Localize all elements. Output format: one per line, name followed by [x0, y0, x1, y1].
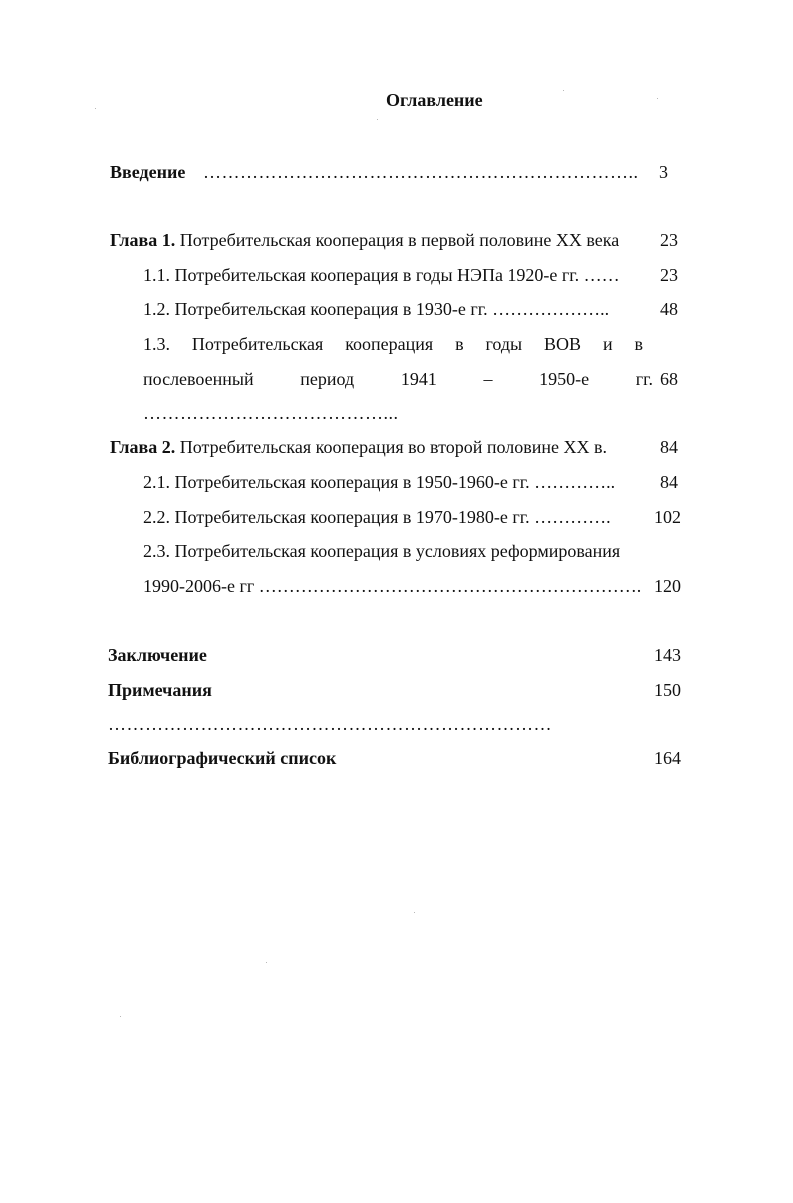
scan-speck [266, 962, 267, 963]
word: 1950-е [539, 369, 590, 389]
toc-intro-page: 3 [659, 162, 668, 182]
toc-intro-dots: …………………………………………………………….. [203, 162, 639, 182]
toc-section-1-1-page: 23 [660, 265, 678, 285]
scan-speck [657, 98, 658, 99]
toc-notes-label: Примечания [108, 680, 212, 700]
word: в [455, 334, 464, 354]
word: Потребительская [191, 334, 324, 354]
word: 1941 [400, 369, 437, 389]
toc-section-2-3-line2: 1990-2006-е гг ………………………………………………………. [143, 576, 642, 596]
scan-speck [377, 119, 378, 120]
toc-section-2-1-page: 84 [660, 472, 678, 492]
word: в [634, 334, 643, 354]
chapter2-title: Потребительская кооперация во второй половине XX в. [175, 437, 607, 457]
toc-section-2-3-page: 120 [654, 576, 681, 596]
toc-section-1-1: 1.1. Потребительская кооперация в годы НЭПа 1920-е гг. …… [143, 265, 620, 285]
toc-chapter2 [110, 436, 607, 458]
toc-section-1-3-line1 [143, 333, 643, 355]
toc-section-2-1: 2.1. Потребительская кооперация в 1950-1960-е гг. ………….. [143, 472, 616, 492]
chapter2-prefix: Глава 2. [110, 437, 176, 457]
toc-section-2-2-page: 102 [654, 507, 681, 527]
toc-intro-label: Введение [110, 162, 186, 182]
toc-notes-dots: ……………………………………………………………… [108, 714, 552, 734]
toc-bibliography-label: Библиографический список [108, 748, 337, 768]
toc-chapter1-page: 23 [660, 230, 678, 250]
word: 1.3. [143, 334, 170, 354]
word: – [483, 369, 493, 389]
toc-notes-page: 150 [654, 680, 681, 700]
scan-speck [414, 912, 415, 913]
toc-chapter2-page: 84 [660, 437, 678, 457]
toc-section-1-3-line2 [143, 368, 653, 390]
word: гг. [635, 369, 653, 389]
toc-section-1-2-page: 48 [660, 299, 678, 319]
toc-conclusion-page: 143 [654, 645, 681, 665]
scan-speck [95, 108, 96, 109]
toc-conclusion-label: Заключение [108, 645, 207, 665]
scan-speck [563, 90, 564, 91]
toc-section-2-3-line1: 2.3. Потребительская кооперация в условиях реформирования [143, 541, 621, 561]
chapter1-prefix: Глава 1. [110, 230, 176, 250]
word: и [602, 334, 613, 354]
toc-chapter1 [110, 229, 619, 251]
page-title: Оглавление [386, 90, 483, 110]
word: период [300, 369, 355, 389]
word: ВОВ [544, 334, 582, 354]
toc-section-1-3-page: 68 [660, 369, 678, 389]
toc-section-2-2: 2.2. Потребительская кооперация в 1970-1980-е гг. …………. [143, 507, 611, 527]
word: годы [485, 334, 523, 354]
toc-section-1-2: 1.2. Потребительская кооперация в 1930-е гг. ……………….. [143, 299, 610, 319]
chapter1-title: Потребительская кооперация в первой половине XX века [175, 230, 620, 250]
scan-speck [120, 1016, 121, 1017]
word: послевоенный [143, 369, 254, 389]
toc-section-1-3-dots: …………………………………... [143, 403, 399, 423]
toc-bibliography-page: 164 [654, 748, 681, 768]
word: кооперация [345, 334, 434, 354]
